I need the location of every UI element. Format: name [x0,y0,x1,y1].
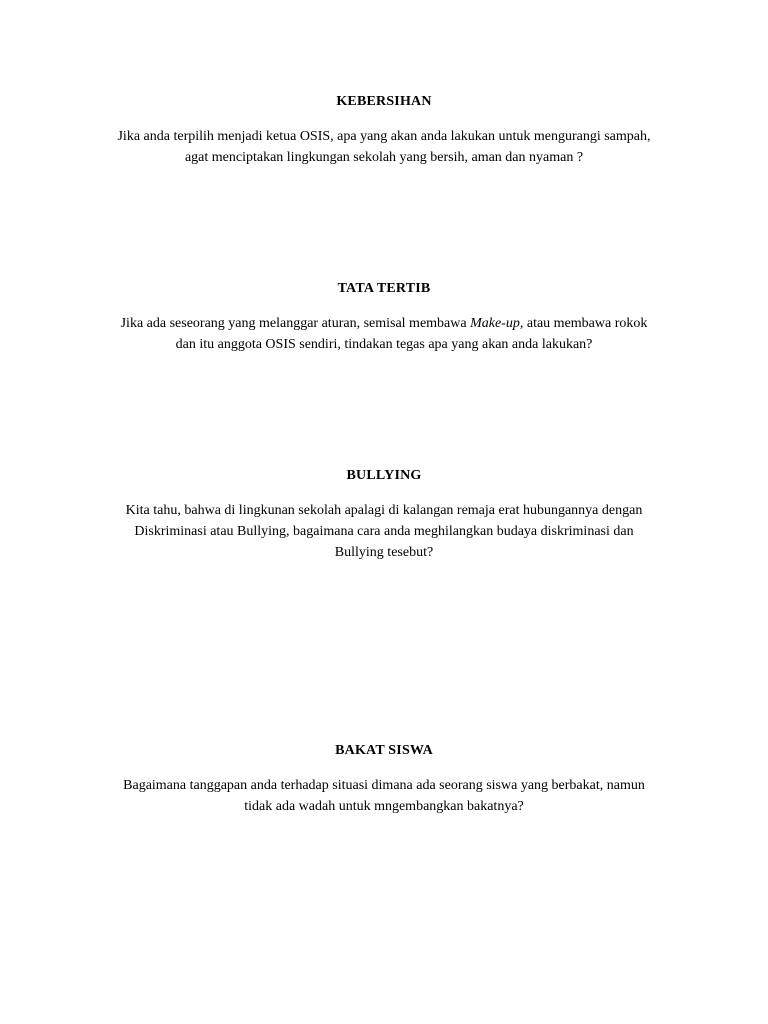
section-heading: TATA TERTIB [337,281,431,296]
section-tata-tertib [0,279,768,355]
section-kebersihan [0,92,768,168]
question-line: Kita tahu, bahwa di lingkunan sekolah apalagi di kalangan remaja erat hubungannya dengan [125,503,643,518]
section-bullying [0,466,768,563]
section-question [84,775,684,817]
question-line: Jika anda terpilih menjadi ketua OSIS, apa yang akan anda lakukan untuk mengurangi sampah, [117,129,651,144]
section-bakat-siswa [0,741,768,817]
section-heading: KEBERSIHAN [336,94,432,109]
question-line: tidak ada wadah untuk mngembangkan bakatnya? [244,799,524,814]
question-line: Diskriminasi atau Bullying, bagaimana cara anda meghilangkan budaya diskriminasi dan [134,524,634,539]
section-heading: BAKAT SISWA [335,743,433,758]
question-text: atau membawa rokok [523,316,648,331]
question-line: Bagaimana tanggapan anda terhadap situasi dimana ada seorang siswa yang berbakat, namun [123,778,645,793]
section-question [84,313,684,355]
question-line [84,313,684,334]
question-line: Bullying tesebut? [334,545,434,560]
section-question [84,126,684,168]
question-line: agat menciptakan lingkungan sekolah yang bersih, aman dan nyaman ? [184,150,584,165]
question-line: dan itu anggota OSIS sendiri, tindakan tegas apa yang akan anda lakukan? [175,337,593,352]
section-question [84,500,684,563]
question-italic-text: Make-up, [470,316,524,331]
section-heading: BULLYING [346,468,422,483]
question-text: Jika ada seseorang yang melanggar aturan, semisal membawa [120,316,471,331]
